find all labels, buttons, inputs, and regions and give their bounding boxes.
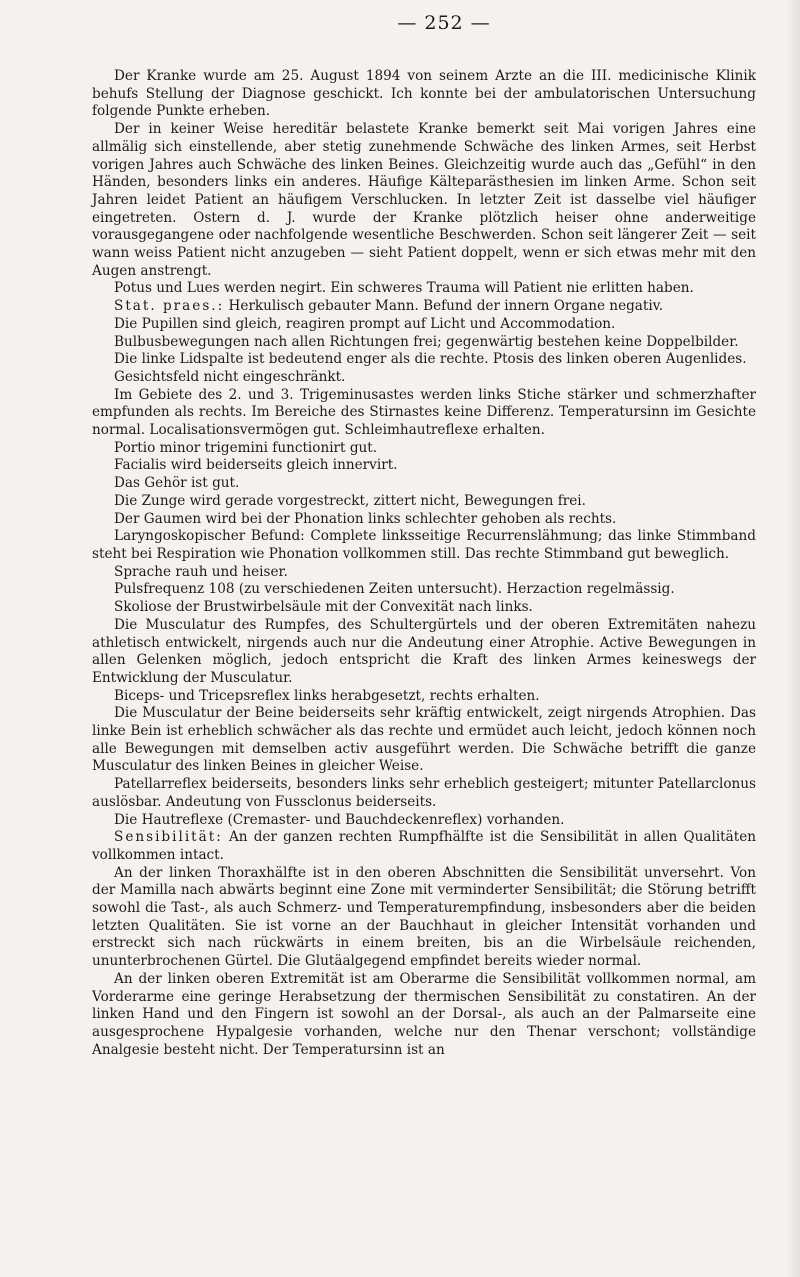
paragraph: Die Zunge wird gerade vorgestreckt, zittert nicht, Bewegungen frei.	[114, 492, 586, 509]
paragraph: Facialis wird beiderseits gleich innervirt.	[114, 457, 398, 474]
paragraph: Bulbusbewegungen nach allen Richtungen frei; gegenwärtig bestehen keine Doppelbilder.	[114, 333, 739, 350]
paragraph: Laryngoskopischer Befund: Complete linksseitige Recurrenslähmung; das linke Stimmband steht bei Respiration wie Phonation vollkommen still. Das rechte Stimmband gut beweglich.	[92, 528, 756, 562]
paragraph: An der linken Thoraxhälfte ist in den oberen Abschnitten die Sensibilität unversehrt. Von der Mamilla nach abwärts beginnt eine Zone mit verminderter Sensibilität; die Störung betrifft sowohl die Tast-, als auch Schmerz- und Temperaturempfindung, insbesonders aber die beiden letzten Qualitäten. Sie ist vorne an der Bauchhaut in gleicher Intensität vorhanden und erstreckt sich nach rückwärts in einem breiten, bis an die Wirbelsäule reichenden, ununterbrochenen Gürtel. Die Glutäalgegend empfindet bereits wieder normal.	[92, 864, 756, 970]
paragraph: Sprache rauh und heiser.	[114, 563, 288, 580]
paragraph: Die Musculatur der Beine beiderseits sehr kräftig entwickelt, zeigt nirgends Atrophien. Das linke Bein ist erheblich schwächer als das rechte und ermüdet auch leicht, jedoch können noch alle Bewegungen mit demselben activ ausgeführt werden. Die Schwäche betrifft die ganze Musculatur des linken Beines in gleicher Weise.	[92, 705, 756, 775]
paragraph: Die Musculatur des Rumpfes, des Schultergürtels und der oberen Extremitäten nahezu athletisch entwickelt, nirgends auch nur die Andeutung einer Atrophie. Active Bewegungen in allen Gelenken möglich, jedoch entspricht die Kraft des linken Armes keineswegs der Entwicklung der Musculatur.	[92, 616, 756, 686]
paragraph: Die Pupillen sind gleich, reagiren prompt auf Licht und Accommodation.	[114, 315, 616, 332]
paragraph: Die linke Lidspalte ist bedeutend enger als die rechte. Ptosis des linken oberen Augenlides.	[114, 351, 747, 368]
page-number: — 252 —	[397, 12, 491, 34]
paragraph: Skoliose der Brustwirbelsäule mit der Convexität nach links.	[114, 599, 533, 616]
paragraph: Der Kranke wurde am 25. August 1894 von seinem Arzte an die III. medicinische Klinik behufs Stellung der Diagnose geschickt. Ich konnte bei der ambulatorischen Untersuchung folgende Punkte erheben.	[92, 68, 756, 120]
paragraph: Portio minor trigemini functionirt gut.	[114, 439, 378, 456]
paragraph: Der in keiner Weise hereditär belastete Kranke bemerkt seit Mai vorigen Jahres eine allmälig sich einstellende, aber stetig zunehmende Schwäche des linken Armes, seit Herbst vorigen Jahres auch Schwäche des linken Beines. Gleichzeitig wurde auch das „Gefühl“ in den Händen, besonders links ein anderes. Häufige Kälteparästhesien im linken Arme. Schon seit Jahren leidet Patient an häufigem Verschlucken. In letzter Zeit ist dasselbe viel häufiger eingetreten. Ostern d. J. wurde der Kranke plötzlich heiser ohne anderweitige vorausgegangene oder nachfolgende wesentliche Beschwerden. Schon seit längerer Zeit — seit wann weiss Patient nicht anzugeben — sieht Patient doppelt, wenn er sich etwas mehr mit den Augen anstrengt.	[92, 121, 756, 279]
stat-praes-text: Herkulisch gebauter Mann. Befund der innern Organe negativ.	[224, 298, 664, 315]
sensibilitaet-text: An der ganzen rechten Rumpfhälfte ist die Sensibilität in allen Qualitäten vollkommen intact.	[92, 829, 756, 863]
paragraph: Im Gebiete des 2. und 3. Trigeminusastes werden links Stiche stärker und schmerzhafter empfunden als rechts. Im Bereiche des Stirnastes keine Differenz. Temperatursinn im Gesichte normal. Localisationsvermögen gut. Schleimhautreflexe erhalten.	[92, 386, 756, 439]
paragraph: Gesichtsfeld nicht eingeschränkt.	[114, 368, 346, 385]
paragraph: Der Gaumen wird bei der Phonation links schlechter gehoben als rechts.	[114, 510, 617, 527]
page-edge-shadow	[786, 0, 800, 1277]
paragraph-stat-praes	[92, 298, 756, 316]
paragraph: Patellarreflex beiderseits, besonders links sehr erheblich gesteigert; mitunter Patellarclonus auslösbar. Andeutung von Fussclonus beiderseits.	[92, 776, 756, 810]
body-text	[92, 68, 756, 1059]
paragraph-sensibilitaet	[92, 829, 756, 864]
paragraph: Die Hautreflexe (Cremaster- und Bauchdeckenreflex) vorhanden.	[114, 811, 565, 828]
paragraph: Pulsfrequenz 108 (zu verschiedenen Zeiten untersucht). Herzaction regelmässig.	[114, 581, 675, 598]
stat-praes-label: Stat. praes.:	[114, 298, 225, 315]
sensibilitaet-label: Sensibilität:	[114, 829, 223, 846]
paragraph: An der linken oberen Extremität ist am Oberarme die Sensibilität vollkommen normal, am Vorderarme eine geringe Herabsetzung der thermischen Sensibilität zu constatiren. An der linken Hand und den Fingern ist sowohl an der Dorsal-, als auch an der Palmarseite eine ausgesprochene Hypalgesie vorhanden, welche nur den Thenar verschont; vollständige Analgesie besteht nicht. Der Temperatursinn ist an	[92, 970, 756, 1058]
paragraph: Potus und Lues werden negirt. Ein schweres Trauma will Patient nie erlitten haben.	[114, 280, 694, 297]
paragraph: Das Gehör ist gut.	[114, 475, 240, 492]
paragraph: Biceps- und Tricepsreflex links herabgesetzt, rechts erhalten.	[114, 687, 540, 704]
